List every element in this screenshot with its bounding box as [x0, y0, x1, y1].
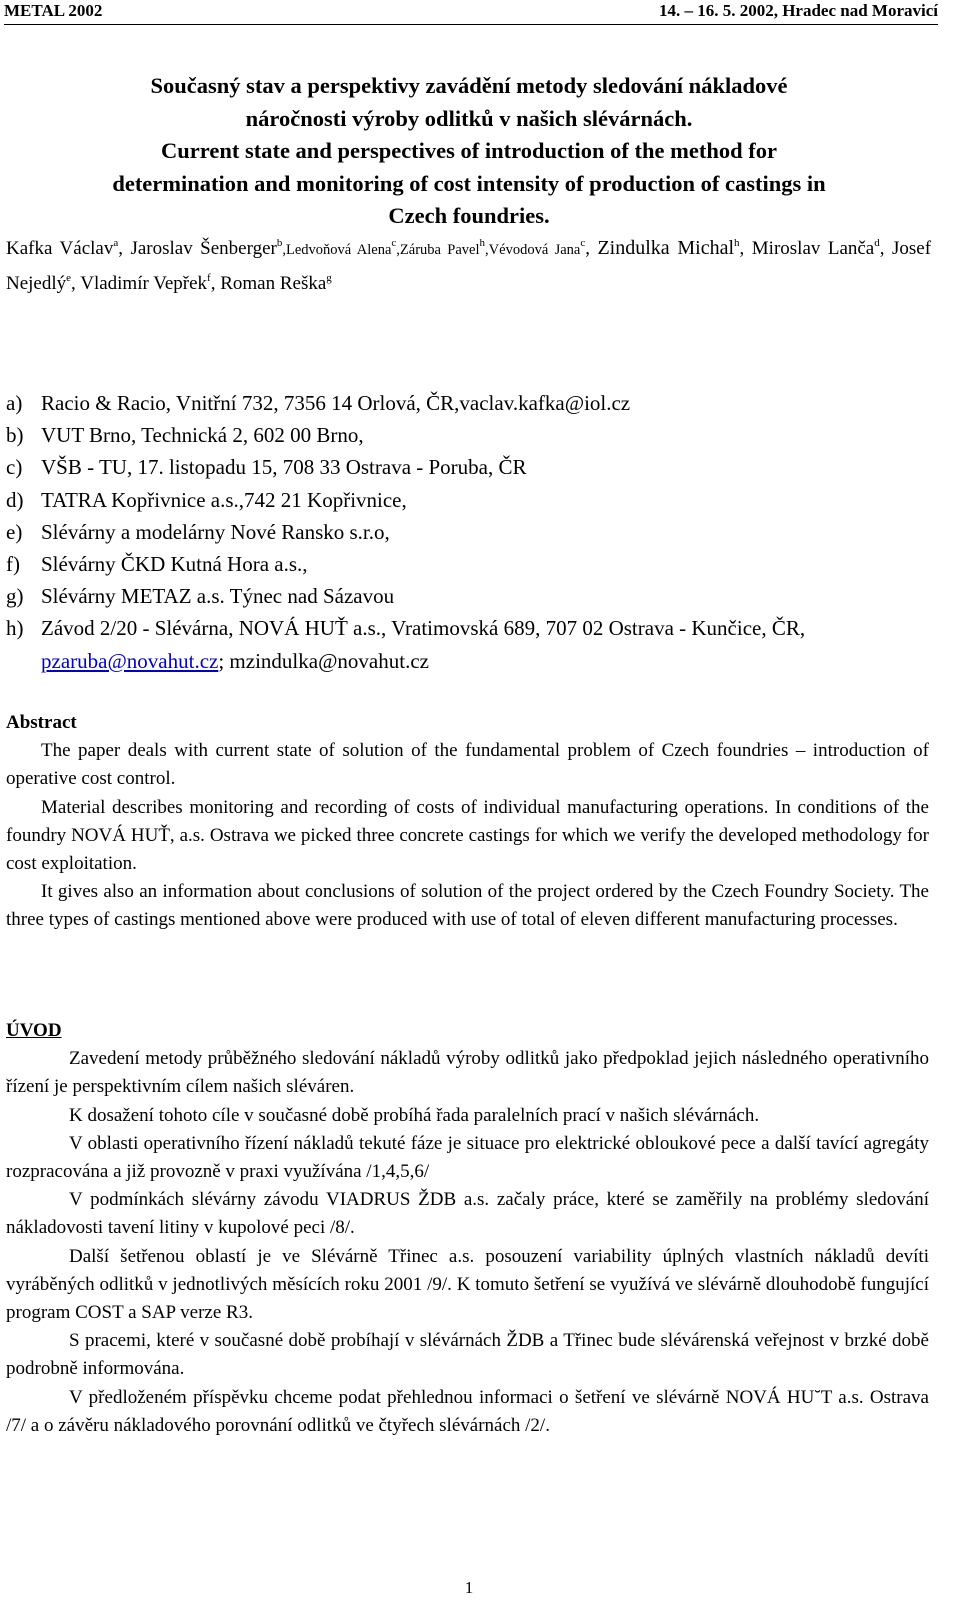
affiliation-list: [6, 387, 931, 677]
author: Záruba Pavel$^h$: [399, 237, 486, 258]
conference-name: METAL 2002: [4, 1, 103, 20]
author: Miroslav Lanča$^d$: [751, 237, 880, 259]
title-en-line-2: determination and monitoring of cost intensity of production of castings in: [112, 170, 826, 196]
author: Zindulka Michal$^h$: [597, 237, 740, 259]
author-list: Kafka Václav$^a$, Jaroslav Šenberger$^b$,Ledvoňová Alena$^c$,Záruba Pavel$^h$,Vévodová Jana$^c$, Zindulka Michal$^h$, Miroslav Lanča$^d$, Josef Nejedlý$^e$, Vladimír Vepřek$^f$, Roman Reška$^g$: [6, 237, 932, 294]
author: Vévodová Jana$^c$: [488, 237, 586, 258]
abstract-paragraph: Material describes monitoring and recording of costs of individual manufacturing operations. In conditions of the foundry NOVÁ HUŤ, a.s. Ostrava we picked three concrete castings for which we verify the developed methodology for cost exploitation.: [6, 796, 929, 875]
abstract-paragraph: The paper deals with current state of solution of the fundamental problem of Czech foundries – introduction of operative cost control.: [6, 740, 929, 790]
running-header: [4, 0, 938, 25]
introduction-paragraph: S pracemi, které v současné době probíhají v slévárnách ŽDB a Třinec bude slévárenská veřejnost v brzké době podrobně informována.: [6, 1330, 929, 1380]
title-en-line-1: Current state and perspectives of introduction of the method for: [161, 138, 777, 164]
affiliation-item: c) VŠB - TU, 17. listopadu 15, 708 33 Ostrava - Poruba, ČR: [6, 455, 527, 480]
affiliation-item: a) Racio & Racio, Vnitřní 732, 7356 14 Orlová, ČR,vaclav.kafka@iol.cz: [6, 391, 631, 415]
author: Kafka Václav$^a$: [6, 237, 119, 259]
abstract-heading: Abstract: [6, 712, 77, 733]
paper-title: [4, 70, 934, 233]
title-cz-line-1: Současný stav a perspektivy zavádění metody sledování nákladové: [150, 73, 788, 98]
introduction-section: [6, 1017, 929, 1440]
abstract-section: [6, 709, 929, 935]
affiliation-item: f) Slévárny ČKD Kutná Hora a.s.,: [6, 552, 308, 577]
conference-date-place: 14. – 16. 5. 2002, Hradec nad Moravicí: [658, 1, 938, 20]
affiliation-item: g) Slévárny METAZ a.s. Týnec nad Sázavou: [6, 584, 395, 609]
introduction-paragraph: Zavedení metody průběžného sledování nákladů výroby odlitků jako předpoklad jejich následného operativního řízení je perspektivním cílem našich sléváren.: [6, 1048, 929, 1098]
introduction-paragraph: V předloženém příspěvku chceme podat přehlednou informaci o šetření ve slévárně NOVÁ HU˘T a.s. Ostrava /7/ a o závěru nákladového porovnání odlitků ve čtyřech slévárnách /2/.: [6, 1386, 929, 1436]
affiliation-item: e) Slévárny a modelárny Nové Ransko s.r.o,: [6, 519, 390, 544]
introduction-paragraph: Další šetřenou oblastí je ve Slévárně Třinec a.s. posouzení variability úplných vlastních nákladů devíti vyráběných odlitků v jednotlivých měsících roku 2001 /9/. K tomuto šetření se využívá ve slévárně dlouhodobě fungující program COST a SAP verze R3.: [6, 1245, 929, 1324]
email-link[interactable]: pzaruba@novahut.cz: [41, 648, 219, 673]
introduction-paragraph: K dosažení tohoto cíle v současné době probíhá řada paralelních prací v našich slévárnách.: [69, 1104, 760, 1126]
title-cz-line-2: náročnosti výroby odlitků v našich slévárnách.: [245, 105, 693, 131]
author: Jaroslav Šenberger$^b$: [130, 237, 283, 259]
title-en-line-3: Czech foundries.: [388, 203, 550, 229]
author: Ledvoňová Alena$^c$: [285, 237, 397, 258]
abstract-paragraph: It gives also an information about conclusions of solution of the project ordered by the Czech Foundry Society. The three types of castings mentioned above were produced with use of total of eleven different manufacturing processes.: [6, 881, 929, 931]
affiliation-item: d) TATRA Kopřivnice a.s.,742 21 Kopřivnice,: [6, 487, 407, 512]
introduction-paragraph: V podmínkách slévárny závodu VIADRUS ŽDB a.s. začaly práce, které se zaměřily na problémy sledování nákladovosti tavení litiny v kupolové peci /8/.: [6, 1189, 929, 1239]
author: Vladimír Vepřek$^f$: [80, 272, 211, 294]
affiliation-item: h) Závod 2/20 - Slévárna, NOVÁ HUŤ a.s., Vratimovská 689, 707 02 Ostrava - Kunčice, ČR, pzaruba@novahut.cz; mzindulka@novahut.cz: [6, 616, 806, 673]
introduction-paragraph: V oblasti operativního řízení nákladů tekuté fáze je situace pro elektrické obloukové pece a další tavící agregáty rozpracována a již provozně v praxi využívána /1,4,5,6/: [6, 1132, 929, 1183]
affiliation-item: b) VUT Brno, Technická 2, 602 00 Brno,: [6, 423, 364, 448]
introduction-heading: ÚVOD: [6, 1020, 62, 1041]
author: Roman Reška$^g$: [220, 272, 332, 294]
author: Josef Nejedlý$^e$: [6, 238, 932, 294]
page-number: 1: [464, 1578, 474, 1597]
